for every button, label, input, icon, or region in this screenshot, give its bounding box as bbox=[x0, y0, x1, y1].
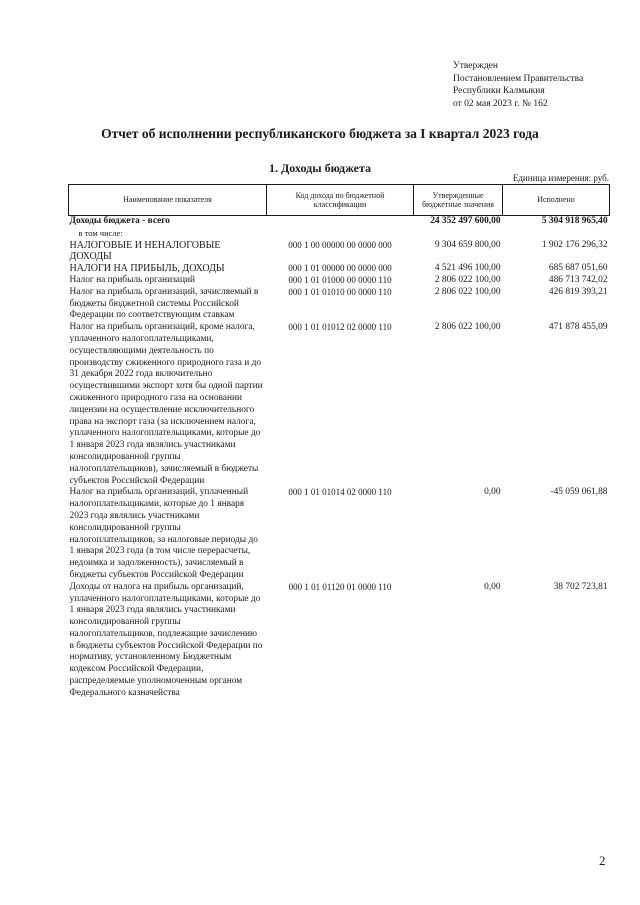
cell-approved: 2 806 022 100,00 bbox=[434, 274, 501, 285]
table-row-total bbox=[69, 216, 610, 228]
cell-approved: 24 352 497 600,00 bbox=[430, 216, 501, 226]
document-title: Отчет об исполнении республиканского бюджета за I квартал 2023 года bbox=[101, 126, 539, 141]
cell-executed: -45 059 061,88 bbox=[550, 487, 608, 498]
cell-name: Налог на прибыль организаций, уплаченный налогоплательщиками, которые до 1 января 2023 года являлись участниками консолидированной группы налогоплательщиков, за налоговые периоды до 1 января 2023 года (в том числе перерасчеты, недоимка и задолженность), зачисляемый в бюджеты субъектов Российской Федерации bbox=[69, 487, 258, 580]
cell-code: 000 1 01 01000 00 0000 110 bbox=[288, 274, 392, 285]
cell-approved: 0,00 bbox=[484, 487, 501, 498]
cell-code: 000 1 00 00000 00 0000 000 bbox=[288, 239, 392, 250]
cell-code bbox=[267, 216, 414, 228]
cell-name: Доходы от налога на прибыль организаций, уплаченного налогоплательщиками, которые до 1 января 2023 года являлись участниками консолидированной группы налогоплательщиков, подлежащие зачислению в бюджеты субъектов Российской Федерации по нормативу, установленному Бюджетным кодексом Российской Федерации, распределяемые уполномоченным органом Федерального казначейства bbox=[69, 581, 263, 698]
header-approved: Утвержденные бюджетные значения bbox=[414, 185, 503, 216]
unit-label: Единица измерения: руб. bbox=[512, 173, 609, 183]
cell-approved: 2 806 022 100,00 bbox=[434, 322, 501, 333]
table-row bbox=[69, 240, 610, 264]
cell-executed: 38 702 723,81 bbox=[553, 581, 608, 592]
income-table bbox=[68, 184, 610, 700]
header-name: Наименование показателя bbox=[69, 185, 267, 216]
approval-line-1: Утвержден bbox=[453, 61, 498, 71]
cell-name: Налог на прибыль организаций, кроме налога, уплаченного налогоплательщиками, осуществляющими деятельность по производству сжиженного природного газа и до 31 декабря 2022 года включительно осуществившими экспорт хотя бы одной партии сжиженного природного газа на основании лицензии на осуществление исключительного права на экспорт газа (за исключением налога, уплаченного налогоплательщиками, которые до 1 января 2023 года являлись участниками консолидированной группы налогоплательщиков), зачисляемый в бюджеты субъектов Российской Федерации bbox=[69, 322, 263, 486]
cell-approved: 2 806 022 100,00 bbox=[434, 286, 501, 297]
table-row bbox=[69, 582, 610, 700]
approval-line-2: Постановлением Правительства bbox=[453, 73, 584, 84]
cell-executed: 685 687 051,60 bbox=[548, 263, 608, 274]
cell-name: НАЛОГИ НА ПРИБЫЛЬ, ДОХОДЫ bbox=[69, 263, 225, 275]
table-row bbox=[69, 322, 610, 487]
cell-approved: 4 521 496 100,00 bbox=[434, 263, 501, 274]
cell-code: 000 1 01 01012 02 0000 110 bbox=[288, 322, 392, 333]
cell-code: 000 1 01 01014 02 0000 110 bbox=[288, 487, 392, 498]
cell-approved: 0,00 bbox=[484, 581, 501, 592]
approval-line-3: Республики Калмыкия bbox=[453, 86, 545, 96]
cell-code: 000 1 01 01010 00 0000 110 bbox=[288, 286, 392, 297]
cell-executed: 486 713 742,02 bbox=[548, 274, 608, 285]
table-row bbox=[69, 263, 610, 275]
table-row bbox=[69, 275, 610, 287]
cell-executed: 471 878 455,09 bbox=[548, 322, 608, 333]
cell-name: НАЛОГОВЫЕ И НЕНАЛОГОВЫЕ ДОХОДЫ bbox=[69, 239, 221, 263]
cell-name: Доходы бюджета - всего bbox=[69, 216, 170, 226]
cell-name: Налог на прибыль организаций bbox=[69, 274, 196, 285]
cell-name: Налог на прибыль организаций, зачисляемый в бюджеты бюджетной системы Российской Федерации по соответствующим ставкам bbox=[69, 286, 259, 321]
cell-code: 000 1 01 01120 01 0000 110 bbox=[288, 581, 392, 592]
cell-executed: 426 819 393,21 bbox=[548, 286, 608, 297]
cell-approved: 9 304 659 800,00 bbox=[434, 239, 501, 250]
header-code: Код дохода по бюджетной классификации bbox=[267, 185, 414, 216]
section-title: 1. Доходы бюджета bbox=[268, 161, 372, 175]
table-header-row bbox=[69, 185, 610, 216]
including-label: в том числе: bbox=[78, 227, 123, 238]
cell-executed: 5 304 918 965,40 bbox=[541, 216, 608, 226]
table-row bbox=[69, 287, 610, 322]
cell-code: 000 1 01 00000 00 0000 000 bbox=[288, 263, 392, 274]
table-row bbox=[69, 487, 610, 581]
header-executed: Исполнено bbox=[503, 185, 610, 216]
approval-block bbox=[453, 60, 583, 110]
approval-line-4: от 02 мая 2023 г. № 162 bbox=[453, 98, 548, 109]
table-row-including bbox=[69, 228, 610, 240]
page-number: 2 bbox=[599, 853, 606, 868]
cell-executed: 1 902 176 296,32 bbox=[541, 239, 608, 250]
